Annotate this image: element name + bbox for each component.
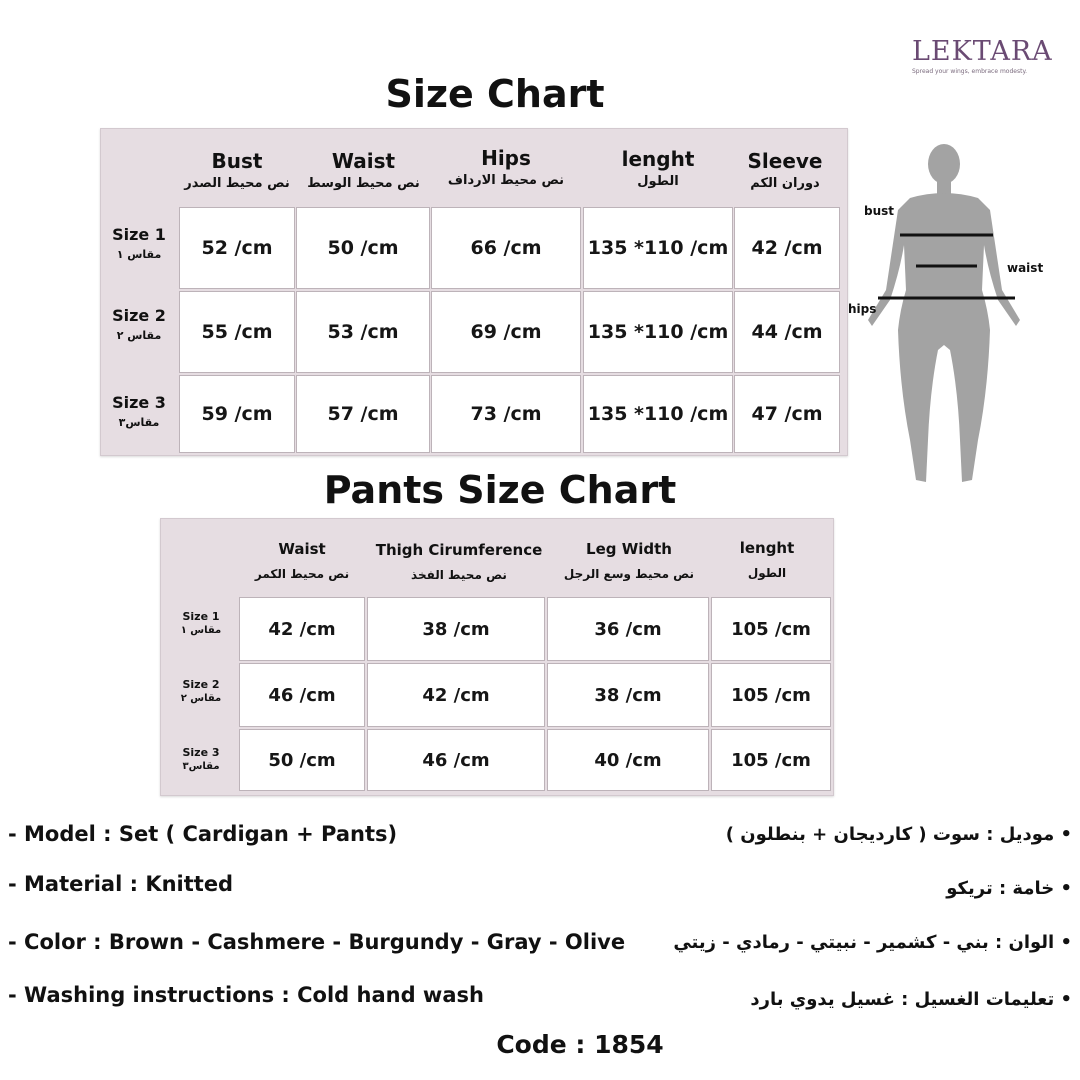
detail-washing-ar: • تعليمات الغسيل : غسيل يدوي بارد: [750, 989, 1072, 1010]
detail-model-ar: • موديل : سوت ( كارديجان + بنطلون ): [725, 824, 1072, 845]
detail-material-en: - Material : Knitted: [8, 872, 234, 896]
col-header-label: Leg Width: [586, 540, 672, 558]
row-label-ar: مقاس٣: [118, 416, 160, 429]
col-header-label: Thigh Cirumference: [375, 541, 543, 559]
col-header-thigh: [367, 541, 551, 582]
row-label-en: Size 2: [182, 678, 220, 691]
table-cell: 105 /cm: [711, 597, 831, 661]
logo-wordmark: LEKTARA: [912, 36, 1053, 67]
table-cell: 46 /cm: [367, 729, 545, 791]
row-label-size-3: [173, 746, 229, 772]
table-cell: 50 /cm: [239, 729, 365, 791]
col-header-bust: [179, 149, 295, 191]
table-cell: 73 /cm: [431, 375, 581, 453]
table-cell: 55 /cm: [179, 291, 295, 373]
table-cell: 135 *110 /cm: [583, 207, 733, 289]
table-cell: 57 /cm: [296, 375, 430, 453]
col-header-label: Waist: [331, 149, 396, 173]
row-label-en: Size 1: [182, 610, 220, 623]
detail-color-en: - Color : Brown - Cashmere - Burgundy - Gray - Olive: [8, 930, 626, 954]
detail-washing-en: - Washing instructions : Cold hand wash: [8, 983, 484, 1007]
table-cell: 47 /cm: [734, 375, 840, 453]
table-cell: 38 /cm: [367, 597, 545, 661]
col-header-label: Hips: [481, 146, 531, 170]
col-header-arabic: الطول: [747, 566, 787, 580]
col-header-arabic: الطول: [637, 174, 679, 189]
row-label-ar: مقاس ٢: [116, 329, 162, 342]
pants-chart-table: [160, 518, 834, 796]
table-cell: 59 /cm: [179, 375, 295, 453]
table-cell: 105 /cm: [711, 729, 831, 791]
body-measurement-figure: [848, 140, 1044, 500]
row-label-ar: مقاس ١: [116, 248, 162, 261]
table-cell: 42 /cm: [367, 663, 545, 727]
product-code: Code : 1854: [496, 1030, 664, 1059]
table-cell: 105 /cm: [711, 663, 831, 727]
logo-tagline: Spread your wings, embrace modesty.: [912, 68, 1028, 75]
figure-label-waist: waist: [1007, 261, 1044, 275]
table-cell: 40 /cm: [547, 729, 709, 791]
col-header-arabic: نص محيط الصدر: [184, 176, 290, 191]
col-header-arabic: نص محيط الفخذ: [411, 568, 507, 582]
col-header-arabic: نص محيط الارداف: [447, 173, 565, 188]
col-header-label: Waist: [278, 540, 326, 558]
col-header-length: [713, 539, 821, 580]
table-cell: 42 /cm: [239, 597, 365, 661]
figure-label-bust: bust: [864, 204, 895, 218]
row-label-ar: مقاس ١: [180, 625, 222, 636]
table-cell: 44 /cm: [734, 291, 840, 373]
detail-model-en: - Model : Set ( Cardigan + Pants): [8, 822, 398, 846]
col-header-sleeve: [733, 149, 837, 191]
row-label-size-2: [173, 678, 229, 704]
table-cell: 46 /cm: [239, 663, 365, 727]
figure-label-hips: hips: [848, 302, 877, 316]
table-cell: 135 *110 /cm: [583, 291, 733, 373]
table-cell: 38 /cm: [547, 663, 709, 727]
pants-chart-title: Pants Size Chart: [323, 468, 677, 512]
table-cell: 36 /cm: [547, 597, 709, 661]
col-header-waist: [239, 540, 365, 581]
row-label-ar: مقاس٣: [182, 761, 220, 772]
col-header-arabic: دوران الكم: [750, 176, 820, 191]
row-label-en: Size 2: [112, 306, 166, 325]
col-header-length: [583, 147, 733, 189]
col-header-arabic: نص محيط وسع الرجل: [563, 567, 695, 581]
row-label-size-1: [107, 225, 171, 261]
table-cell: 52 /cm: [179, 207, 295, 289]
col-header-leg-width: [547, 540, 711, 581]
col-header-arabic: نص محيط الوسط: [307, 176, 420, 191]
table-cell: 42 /cm: [734, 207, 840, 289]
col-header-hips: [431, 146, 581, 188]
size-chart-table: [100, 128, 848, 456]
table-cell: 69 /cm: [431, 291, 581, 373]
detail-material-ar: • خامة : تريكو: [946, 878, 1072, 899]
col-header-label: lenght: [739, 539, 795, 557]
row-label-en: Size 1: [112, 225, 166, 244]
row-label-size-2: [107, 306, 171, 342]
table-cell: 135 *110 /cm: [583, 375, 733, 453]
col-header-label: lenght: [621, 147, 695, 171]
table-cell: 53 /cm: [296, 291, 430, 373]
size-chart-title: Size Chart: [385, 72, 605, 116]
col-header-label: Sleeve: [747, 149, 823, 173]
detail-color-ar: • الوان : بني - كشمير - نبيتي - رمادي - زيتي: [673, 932, 1072, 953]
row-label-en: Size 3: [112, 393, 166, 412]
row-label-en: Size 3: [182, 746, 220, 759]
col-header-waist: [296, 149, 431, 191]
brand-logo: [912, 36, 1062, 75]
col-header-arabic: نص محيط الكمر: [254, 567, 350, 581]
table-cell: 66 /cm: [431, 207, 581, 289]
row-label-ar: مقاس ٢: [180, 693, 222, 704]
col-header-label: Bust: [211, 149, 263, 173]
body-silhouette-icon: [860, 140, 1040, 500]
row-label-size-1: [173, 610, 229, 636]
table-cell: 50 /cm: [296, 207, 430, 289]
row-label-size-3: [107, 393, 171, 429]
